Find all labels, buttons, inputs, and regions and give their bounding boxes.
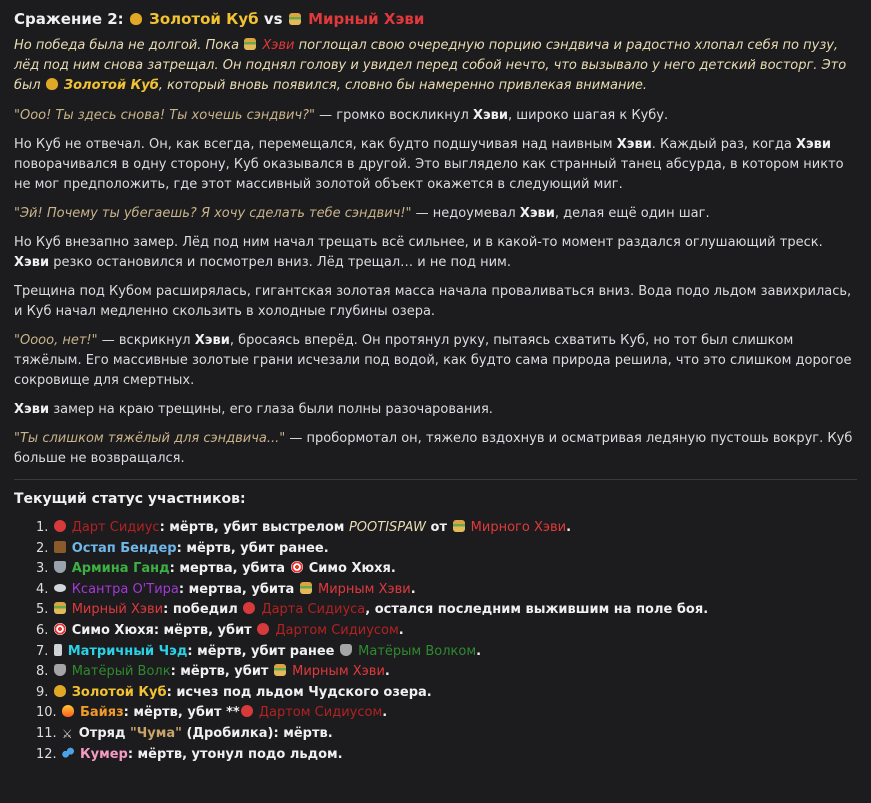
wolf-icon: [54, 664, 66, 676]
status-text: : мертва, убита: [169, 561, 290, 577]
quote: "Оооо, нет!": [14, 333, 98, 348]
hevi-mention: Хэви: [795, 137, 832, 152]
killer-name: Мирным Хэви: [317, 581, 411, 597]
participant-name: Остап Бендер: [71, 540, 177, 556]
status-text: : мертва, убита: [178, 581, 299, 597]
story-paragraph-4: [14, 233, 857, 273]
killer-name: Мирным Хэви: [292, 664, 385, 680]
sandwich-icon: [300, 582, 312, 594]
weapon-name: POOTISPAW: [348, 520, 426, 535]
status-text: : мёртв, убит ранее.: [176, 540, 329, 556]
participant-name: Ксантра О'Тира: [71, 581, 179, 597]
hevi-mention: Хэви: [14, 255, 50, 270]
killer-name: Дартом Сидиусом: [275, 622, 399, 638]
story-text: Но Куб не отвечал. Он, как всегда, перемещался, как будто подшучивая над наивным: [14, 137, 613, 152]
item-number: 10.: [36, 705, 57, 721]
status-text: : мёртв, убит: [170, 664, 273, 680]
hevi-mention: Хэви: [194, 333, 230, 348]
status-text: : мёртв, убит ранее: [187, 643, 339, 659]
fire-icon: [62, 705, 74, 717]
status-item: [36, 683, 857, 704]
sandwich-icon: [244, 38, 256, 50]
status-text: (Дробилка): мёртв.: [181, 725, 333, 741]
status-item: [36, 642, 857, 663]
hevi-mention: Хэви: [472, 108, 509, 123]
crossed-swords-icon: ⚔: [61, 726, 73, 741]
item-number: 3.: [36, 561, 49, 577]
story-paragraph-5: [14, 282, 857, 322]
status-item: [36, 621, 857, 642]
killer-name: Мирного Хэви: [470, 520, 567, 535]
story-text: замер на краю трещины, его глаза были полны разочарования.: [53, 402, 493, 417]
status-text: : мёртв, убит **: [123, 705, 240, 721]
item-number: 7.: [36, 643, 49, 659]
participant-name: Кумер: [79, 746, 128, 762]
status-list: [14, 518, 857, 765]
item-number: 6.: [36, 622, 49, 638]
story-text: . Каждый раз, когда: [651, 137, 792, 152]
story-text: поворачивался в одну сторону, Куб оказывался в другой. Это выглядело как странный танец абсурда, в котором никто не мог предположить, где этот массивный золотой объект окажется в следующий миг.: [14, 157, 844, 192]
participant-name: Байяз: [79, 705, 124, 721]
item-number: 9.: [36, 684, 49, 700]
status-item: [36, 703, 857, 724]
killer-name: Дартом Сидиусом: [258, 705, 383, 721]
item-number: 1.: [36, 520, 49, 535]
status-text: Отряд: [78, 725, 130, 741]
participant-name: Симо Хюхя: [71, 622, 154, 638]
devil-icon: [257, 623, 269, 635]
status-text: : победил: [163, 602, 243, 618]
item-number: 4.: [36, 581, 49, 597]
quote: "Эй! Почему ты убегаешь? Я хочу сделать тебе сэндвич!": [14, 206, 412, 221]
money-bag-icon: [46, 78, 58, 90]
status-item: [36, 745, 857, 766]
status-text: .: [476, 643, 482, 659]
intro-text-1: Но победа была не долгой. Пока: [14, 38, 240, 53]
phone-icon: [54, 644, 62, 656]
story-text: Но Куб внезапно замер. Лёд под ним начал трещать всё сильнее, и в какой-то момент раздался оглушающий треск.: [14, 235, 823, 250]
hevi-mention: Хэви: [14, 402, 50, 417]
status-item: [36, 580, 857, 601]
devil-icon: [243, 602, 255, 614]
briefcase-icon: [54, 541, 66, 553]
wolf-icon: [340, 644, 352, 656]
target-icon: [54, 623, 66, 635]
quote: "Ооо! Ты здесь снова! Ты хочешь сэндвич?": [14, 108, 316, 123]
status-text: .: [384, 664, 390, 680]
hevi-mention: Хэви: [616, 137, 652, 152]
hevi-mention: Хэви: [519, 206, 555, 221]
money-bag-icon: [130, 13, 142, 25]
item-number: 2.: [36, 540, 49, 556]
story-paragraph-8: [14, 429, 857, 469]
item-number: 12.: [36, 746, 57, 762]
status-item: [36, 539, 857, 560]
title-prefix: Сражение 2:: [14, 10, 124, 28]
story-text: — пробормотал он, тяжело вздохнув и осматривая ледяную пустошь вокруг. Куб больше не возвращался.: [14, 431, 853, 466]
intro-text-2: поглощал свою очередную порцию сэндвича и радостно хлопал себя по пузу, лёд под ним снова затрещал. Он поднял голову и увидел перед собой нечто, что вызывало у него детский восторг. Это был: [14, 38, 847, 93]
story-text: , широко шагая к Кубу.: [508, 108, 669, 123]
status-text: : мёртв, убит выстрелом: [159, 520, 349, 535]
status-text: : мёртв, убит: [153, 622, 257, 638]
intro-hevi: Хэви: [262, 38, 295, 53]
intro-text-3: , который вновь появился, словно бы намеренно привлекая внимание.: [158, 78, 648, 93]
story-paragraph-7: [14, 400, 857, 420]
intro-cube: Золотой Куб: [63, 78, 159, 93]
story-text: , бросаясь вперёд. Он протянул руку, пытаясь схватить Куб, но тот был слишком тяжёлым. Его массивные золотые грани исчезали под водой, как будто сама природа решила, что это слишком дорогое сокровище для смертных.: [14, 333, 852, 388]
item-number: 11.: [36, 725, 57, 741]
status-item: [36, 518, 857, 539]
vs-label: vs: [263, 10, 283, 28]
status-item: [36, 559, 857, 580]
participant-name: Золотой Куб: [71, 684, 167, 700]
item-number: 8.: [36, 664, 49, 680]
quote: "Ты слишком тяжёлый для сэндвича...": [14, 431, 286, 446]
status-text: .: [390, 561, 396, 577]
participant-name: Матричный Чэд: [67, 643, 188, 659]
eye-icon: [54, 584, 66, 592]
participant-name: Дарт Сидиус: [71, 520, 160, 535]
gold-cube-name: Золотой Куб: [149, 10, 259, 28]
status-text: от: [426, 520, 452, 535]
devil-icon: [54, 520, 66, 532]
killer-name: Симо Хюхя: [308, 561, 391, 577]
intro-paragraph: [14, 36, 857, 96]
status-heading: Текущий статус участников:: [14, 491, 246, 507]
sandwich-icon: [453, 520, 465, 532]
story-text: , делая ещё один шаг.: [554, 206, 710, 221]
story-text: Трещина под Кубом расширялась, гигантская золотая масса начала проваливаться вниз. Вода подо льдом завихрилась, и Куб начал медленно скользить в холодные глубины озера.: [14, 284, 852, 319]
status-item: [36, 600, 857, 621]
sandwich-icon: [289, 13, 301, 25]
participant-name: Армина Ганд: [71, 561, 170, 577]
story-paragraph-6: [14, 331, 857, 391]
status-text: .: [566, 520, 572, 535]
money-bag-icon: [54, 685, 66, 697]
status-item: [36, 662, 857, 683]
shield-icon: [54, 561, 66, 573]
story-text: — недоумевал: [415, 206, 516, 221]
status-text: .: [398, 622, 404, 638]
status-text: .: [410, 581, 416, 597]
sandwich-icon: [274, 664, 286, 676]
item-number: 5.: [36, 602, 49, 618]
devil-icon: [241, 705, 253, 717]
participant-name: Мирный Хэви: [71, 602, 164, 618]
story-text: — громко воскликнул: [319, 108, 469, 123]
sandwich-icon: [54, 602, 66, 614]
hevi-name: Мирный Хэви: [308, 10, 425, 28]
story-text: резко остановился и посмотрел вниз. Лёд трещал… и не под ним.: [53, 255, 511, 270]
target-icon: [291, 561, 303, 573]
participant-name: "Чума": [130, 725, 182, 741]
killer-name: Дарта Сидиуса: [261, 602, 366, 618]
status-text: : мёртв, утонул подо льдом.: [127, 746, 343, 762]
divider: [14, 479, 857, 480]
droplets-icon: [62, 747, 74, 759]
participant-name: Матёрый Волк: [71, 664, 171, 680]
story-paragraph-1: [14, 106, 857, 126]
story-paragraph-2: [14, 135, 857, 195]
status-text: , остался последним выжившим на поле боя.: [365, 602, 709, 618]
status-text: : исчез под льдом Чудского озера.: [166, 684, 432, 700]
story-paragraph-3: [14, 204, 857, 224]
killer-name: Матёрым Волком: [358, 643, 477, 659]
battle-title: [14, 8, 857, 30]
status-text: .: [382, 705, 388, 721]
story-text: — вскрикнул: [101, 333, 191, 348]
status-item: [36, 724, 857, 745]
